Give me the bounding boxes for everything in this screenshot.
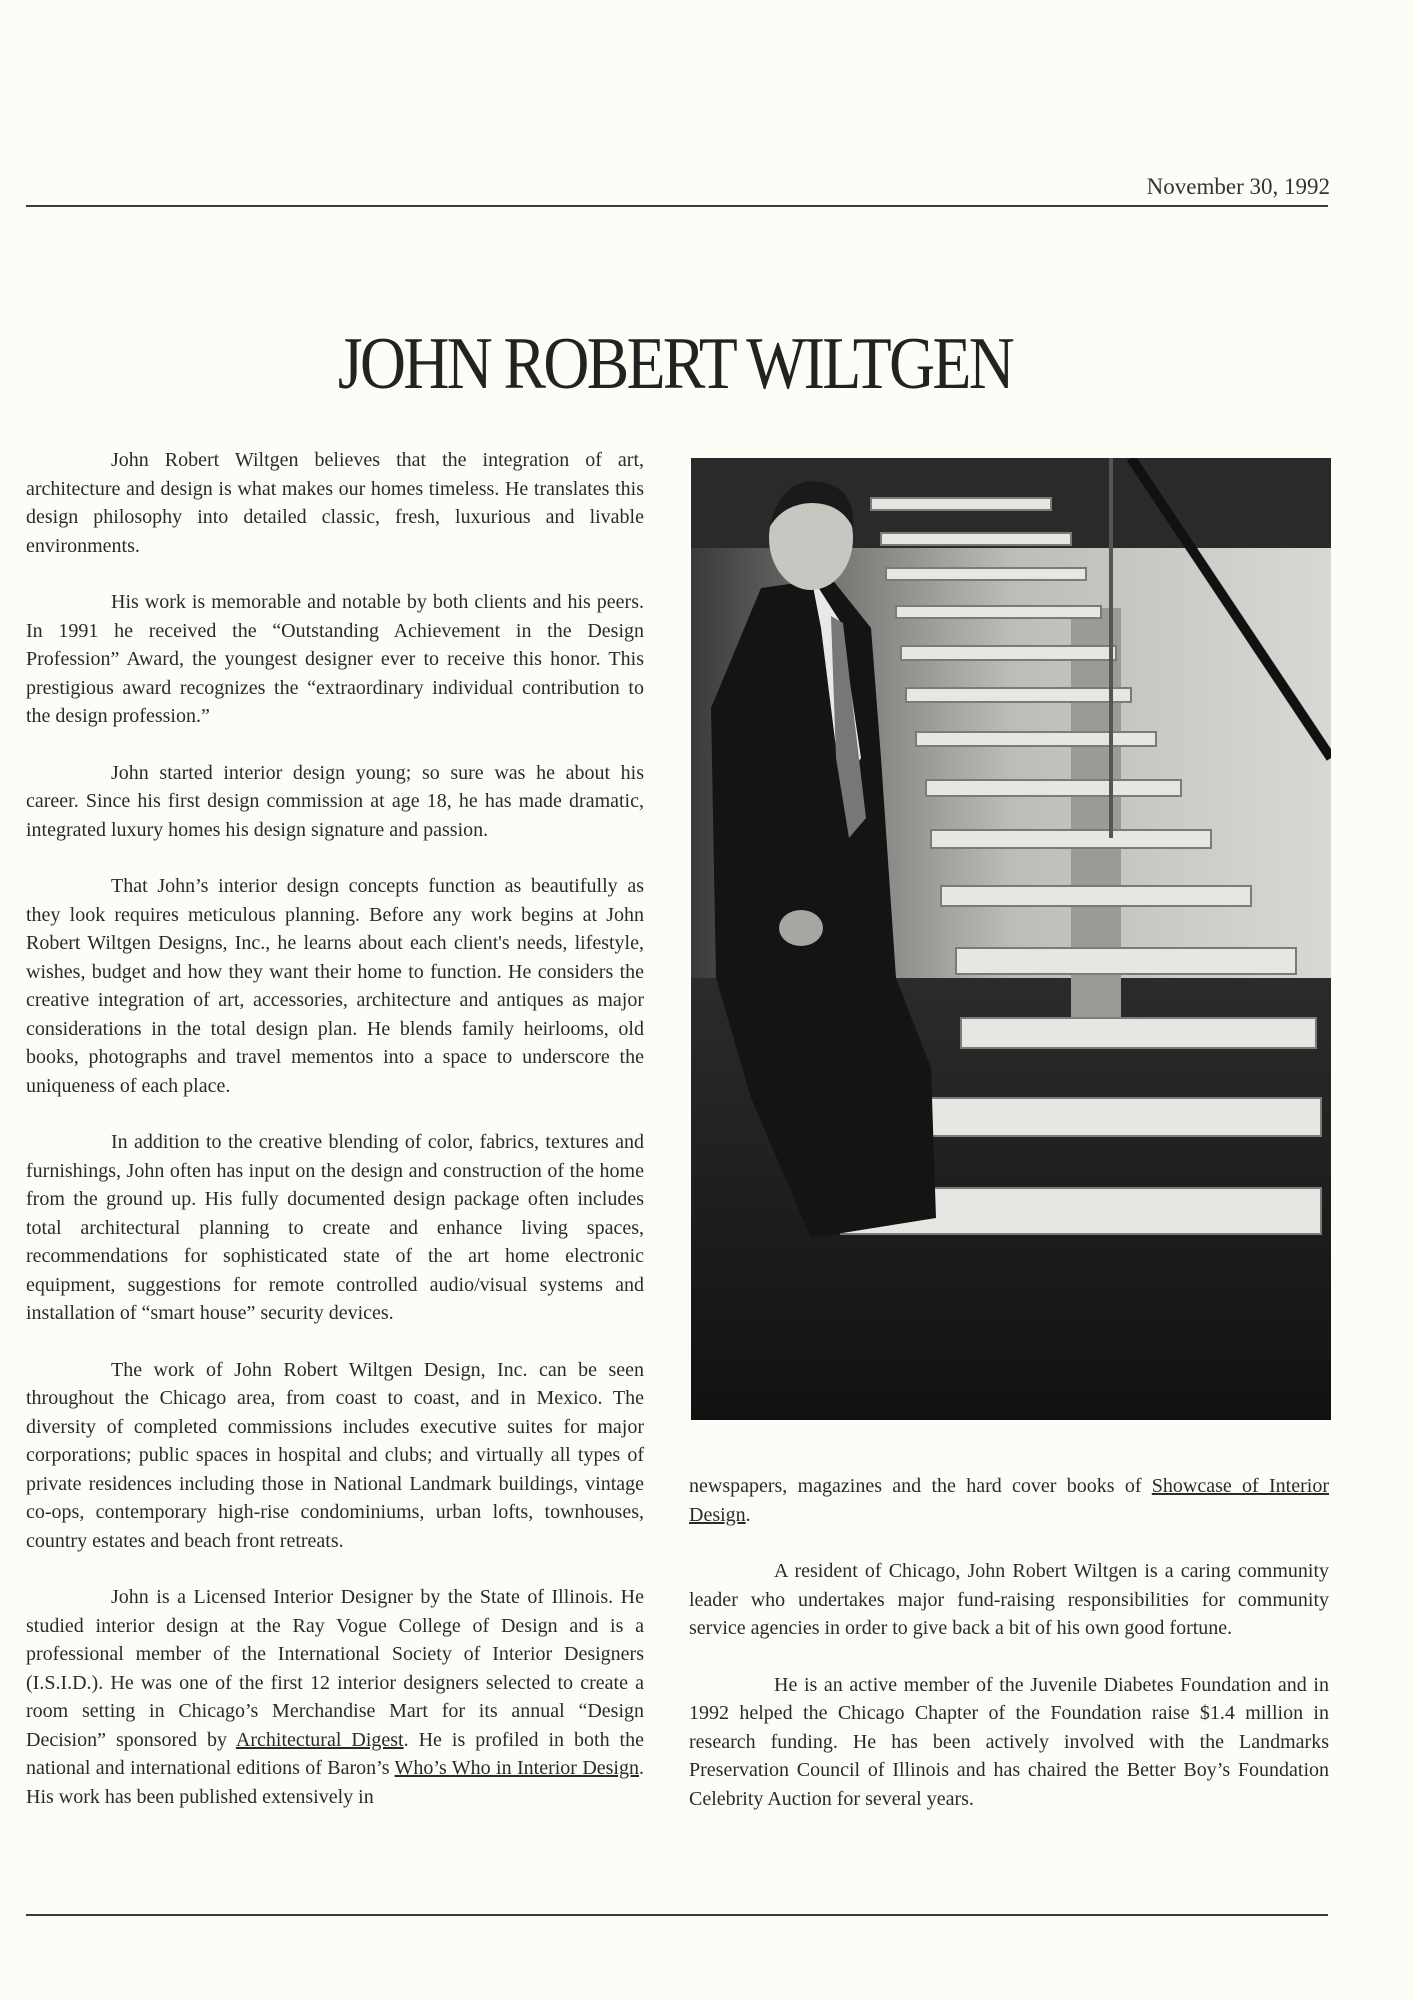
left-column — [26, 446, 644, 1839]
credentials-text-a: John is a Licensed Interior Designer by the State of Illinois. He studied interior design at the Ray Vogue College of Design and is a professional member of the International Society of Interior Designers (I.S.I.D.). He was one of the first 12 interior designers selected to create a room setting in Chicago’s Merchandise Mart for its annual “Design Decision” sponsored by — [26, 1586, 644, 1751]
paragraph-services: In addition to the creative blending of color, fabrics, textures and furnishings, John often has input on the design and construction of the home from the ground up. His fully documented design package often includes total architectural planning to create and enhance living spaces, recommendations for sophisticated state of the art home electronic equipment, suggestions for remote controlled audio/visual systems and installation of “smart house” security devices. — [26, 1131, 644, 1324]
paragraph-planning: That John’s interior design concepts function as beautifully as they look requires meticulous planning. Before any work begins at John Robert Wiltgen Designs, Inc., he learns about each client's needs, lifestyle, wishes, budget and how they want their home to function. He considers the creative integration of art, accessories, architecture and antiques as major considerations in the total design plan. He blends family heirlooms, old books, photographs and travel mementos into a space to underscore the uniqueness of each place. — [26, 875, 644, 1097]
top-divider — [26, 205, 1328, 207]
document-date: November 30, 1992 — [1146, 174, 1330, 199]
paragraph-publications — [689, 1472, 1329, 1529]
publication-architectural-digest: Architectural Digest — [235, 1728, 404, 1751]
portrait-photo — [691, 458, 1331, 1420]
bottom-divider — [26, 1914, 1328, 1916]
paragraph-award: His work is memorable and notable by both clients and his peers. In 1991 he received the “Outstanding Achievement in the Design Profession” Award, the youngest designer ever to receive this honor. This prestigious award recognizes the “extraordinary individual contribution to the design profession.” — [26, 591, 644, 727]
credentials-text-c: . His work has been published extensively in — [26, 1757, 644, 1808]
paragraph-philosophy: John Robert Wiltgen believes that the integration of art, architecture and design is what makes our homes timeless. He translates this design philosophy into detailed classic, fresh, luxurious and livable environments. — [26, 449, 644, 557]
paragraph-community: A resident of Chicago, John Robert Wiltgen is a caring community leader who undertakes major fund-raising responsibilities for community service agencies in order to give back a bit of his own good fortune. — [689, 1560, 1329, 1639]
publication-showcase: Showcase of Interior Design — [689, 1475, 1329, 1526]
paragraph-foundations: He is an active member of the Juvenile Diabetes Foundation and in 1992 helped the Chicago Chapter of the Foundation raise $1.4 million in research funding. He has been actively involved with the Landmarks Preservation Council of Illinois and has chaired the Better Boy’s Foundation Celebrity Auction for several years. — [689, 1673, 1329, 1810]
paragraph-career: John started interior design young; so sure was he about his career. Since his first design commission at age 18, he has made dramatic, integrated luxury homes his design signature and passion. — [26, 761, 644, 841]
paragraph-portfolio: The work of John Robert Wiltgen Design, Inc. can be seen throughout the Chicago area, from coast to coast, and in Mexico. The diversity of completed commissions includes executive suites for major corporations; public spaces in hospital and clubs; and virtually all types of private residences including those in National Landmark buildings, vintage co-ops, contemporary high-rise condominiums, urban lofts, townhouses, country estates and beach front retreats. — [26, 1358, 644, 1552]
right-column — [689, 1472, 1329, 1841]
page-title: JOHN ROBERT WILTGEN — [337, 322, 1013, 405]
credentials-text-b: . He is profiled in both the national and international editions of Baron’s — [26, 1728, 644, 1779]
publications-text-b: . — [745, 1503, 751, 1526]
portrait-illustration — [691, 458, 1331, 1420]
paragraph-credentials — [26, 1583, 644, 1811]
publications-text-a: newspapers, magazines and the hard cover books of — [689, 1475, 1152, 1497]
publication-whos-who: Who’s Who in Interior Design — [394, 1757, 639, 1779]
